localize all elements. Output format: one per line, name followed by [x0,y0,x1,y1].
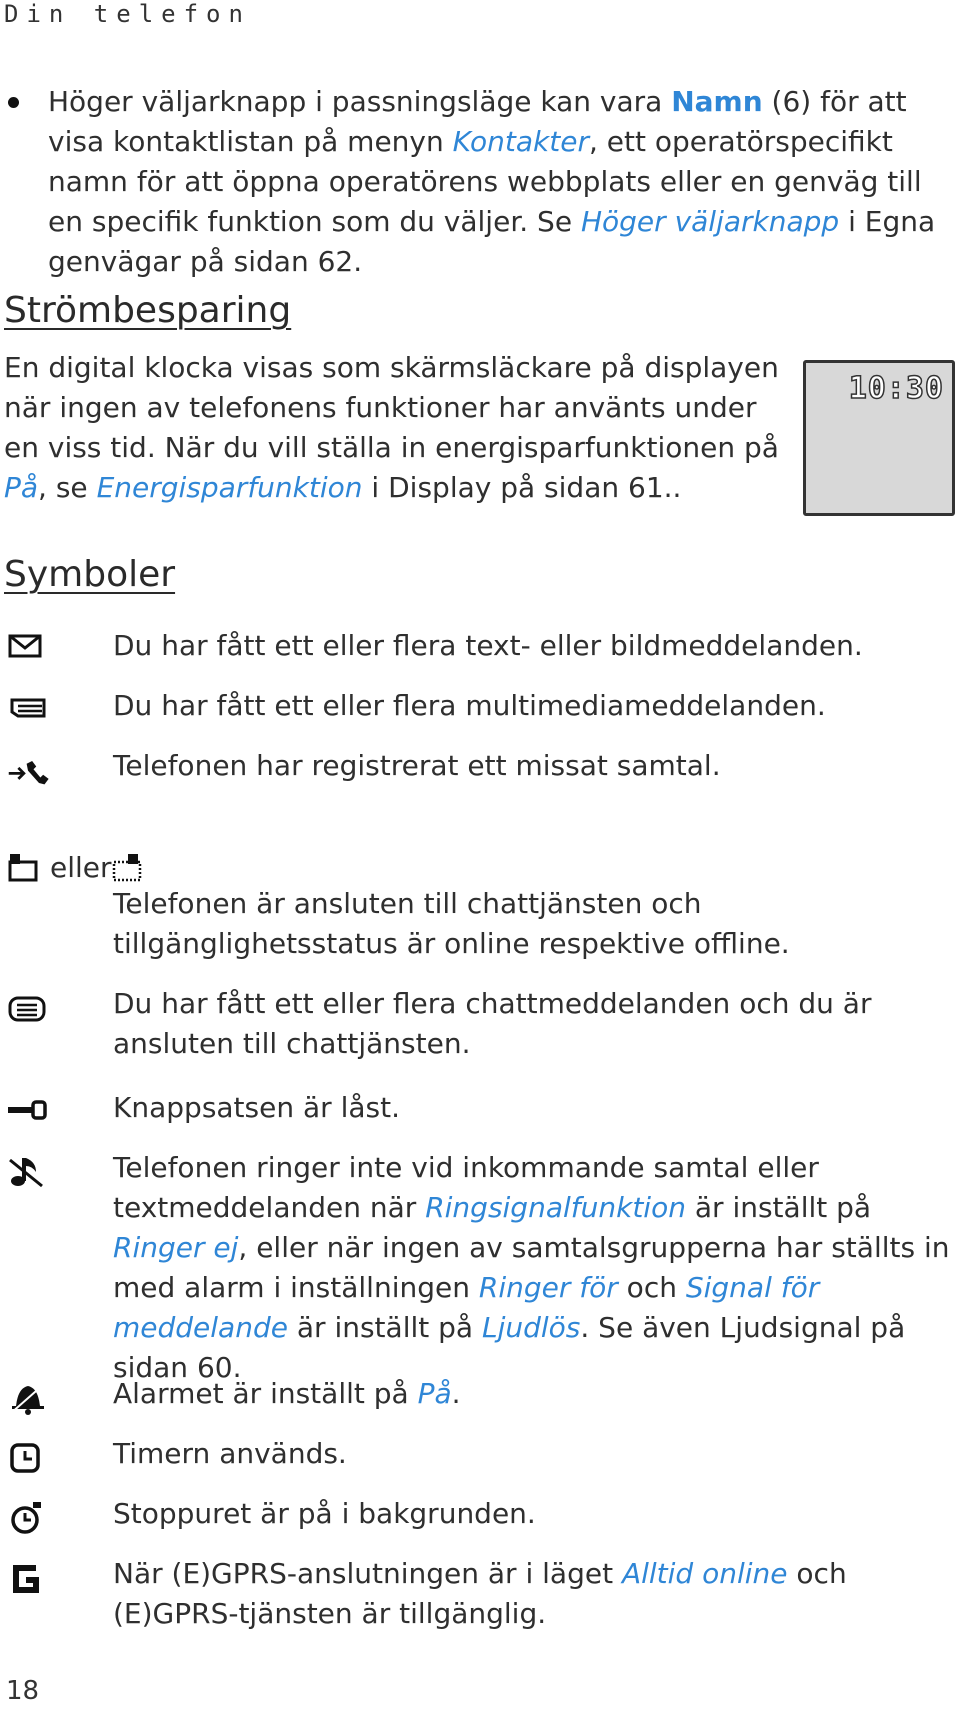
alltid-online-link: Alltid online [621,1557,788,1590]
signal-for-meddelande-link: Signal för meddelande [113,1271,820,1344]
bullet-icon [8,97,19,108]
stopwatch-text: Stoppuret är på i bakgrunden. [113,1497,536,1530]
eller-label: eller [50,851,112,884]
chat-online-icon [6,852,42,884]
ringsignalfunktion-link: Ringsignalfunktion [425,1191,686,1224]
gprs-text: När (E)GPRS-anslutningen är i läget Alltid online och (E)GPRS-tjänsten är tillgänglig. [113,1557,847,1630]
energy-paragraph: En digital klocka visas som skärmsläckare på displayen när ingen av telefonens funktioner har använts under en viss tid. När du vill ställa in energisparfunktionen på På, se Energisparfunktion i Display på sidan 61.. [4,351,779,504]
missed-call-text: Telefonen har registrerat ett missat samtal. [113,749,721,782]
page-number: 18 [6,1676,40,1706]
timer-icon [6,1440,50,1476]
chat-status-text: Telefonen är ansluten till chattjänsten och tillgänglighetsstatus är online respektive offline. [113,887,790,960]
chat-offline-icon [110,852,146,884]
namn-link: Namn [671,85,763,118]
pa-link: På [4,471,39,504]
screensaver-display-image [803,360,955,516]
ringer-ej-link: Ringer ej [113,1231,239,1264]
stopwatch-icon [6,1500,50,1536]
timer-text: Timern används. [113,1437,347,1470]
digital-clock: 10:30 [848,371,944,406]
silent-mode-icon [6,1154,50,1190]
alarm-pa-link: På [417,1377,452,1410]
bullet-item [4,82,944,282]
envelope-icon [6,628,50,664]
message-text: Du har fått ett eller flera text- eller bildmeddelanden. [113,629,863,662]
ringer-for-link: Ringer för [478,1271,618,1304]
kontakter-link: Kontakter [452,125,589,158]
chat-message-text: Du har fått ett eller flera chattmeddelanden och du är ansluten till chattjänsten. [113,987,872,1060]
mms-text: Du har fått ett eller flera multimediameddelanden. [113,689,826,722]
symbols-heading: Symboler [4,554,176,595]
key-icon [6,1092,50,1128]
ljudlos-link: Ljudlös [481,1311,581,1344]
missed-call-icon [6,754,50,790]
bullet-text: Höger väljarknapp i passningsläge kan vara Namn (6) för att visa kontaktlistan på menyn Kontakter, ett operatörspecifikt namn för att öppna operatörens webbplats eller en genväg till en specifik funktion som du väljer. Se Höger väljarknapp i Egna genvägar på sidan 62. [48,85,936,278]
energisparfunktion-link: Energisparfunktion [96,471,363,504]
chat-message-icon [6,992,50,1028]
keylock-text: Knappsatsen är låst. [113,1091,400,1124]
gprs-icon [6,1560,50,1596]
multimedia-message-icon [6,690,50,726]
alarm-bell-icon [6,1380,50,1416]
energy-heading: Strömbesparing [4,290,292,331]
running-header: Din telefon [4,0,251,28]
silent-text: Telefonen ringer inte vid inkommande samtal eller textmeddelanden när Ringsignalfunktion är inställt på Ringer ej, eller när ingen av samtalsgrupperna har ställts in med alarm i inställningen Ringer för och Signal för meddelande är inställt på Ljudlös. Se även Ljudsignal på sidan 60. [113,1151,950,1384]
hoger-valjarknapp-link: Höger väljarknapp [580,205,840,238]
alarm-text: Alarmet är inställt på På. [113,1377,461,1410]
